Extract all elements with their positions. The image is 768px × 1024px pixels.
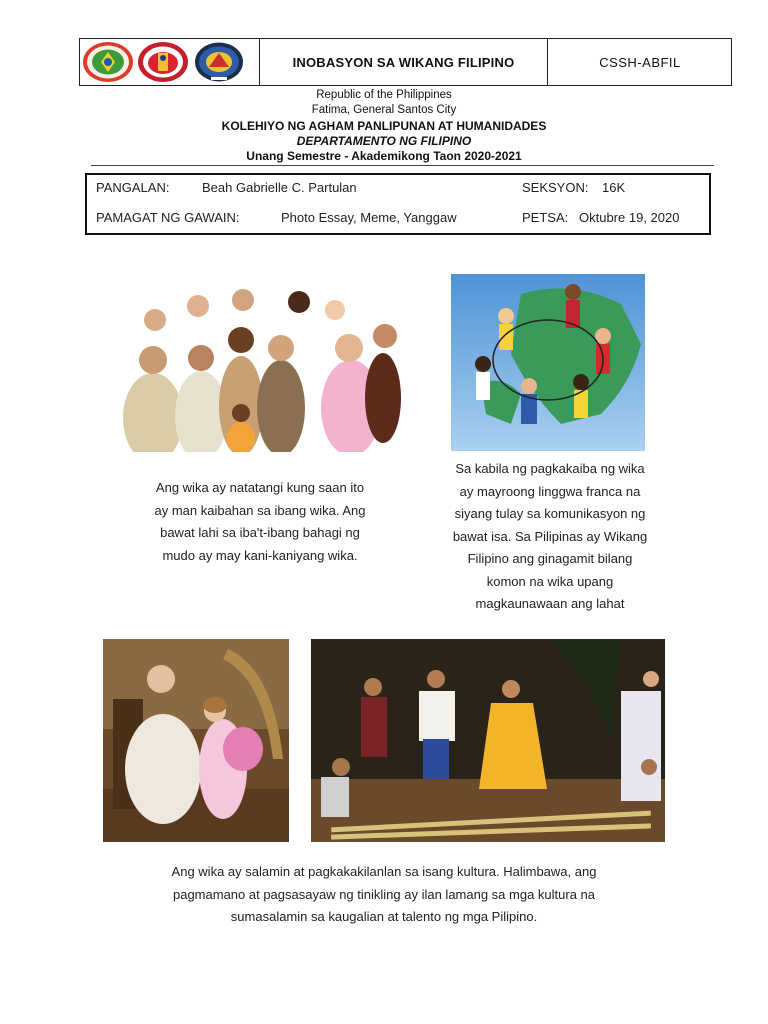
pagmamano-painting [103,639,289,842]
university-seal-logo [82,41,134,83]
location-line: Fatima, General Santos City [311,104,457,116]
task-value: Photo Essay, Meme, Yanggaw [281,210,457,225]
name-label: PANGALAN: [96,180,170,195]
caption-line: siyang tulay sa komunikasyon ng [454,506,646,521]
caption-line: sumasalamin sa kaugalian at talento ng mga Pilipino. [230,909,538,924]
date-value: Oktubre 19, 2020 [579,210,680,225]
section-value: 16K [602,180,626,195]
tinikling-dance-photo [311,639,665,842]
name-value: Beah Gabrielle C. Partulan [202,180,357,195]
caption-line: komon na wika upang [486,573,614,589]
caption-line: Ang wika ay natatangi kung saan ito [155,480,365,495]
semester-line: Unang Semestre - Akademikong Taon 2020-2021 [246,149,522,163]
caption-line: Filipino ang ginagamit bilang [467,551,633,566]
caption-line: mudo ay may kani-kaniyang wika. [162,547,358,563]
caption-line: pagmamano at pagsasayaw ng tinikling ay ilan lamang sa mga kultura na [172,886,596,902]
course-code: CSSH-ABFIL [599,54,681,70]
caption-line: Ang wika ay salamin at pagkakakilanlan sa isang kultura. Halimbawa, ang [171,864,597,879]
college-seal-logo [137,41,189,83]
section-label: SEKSYON: [522,180,589,195]
children-circle-map-illustration [451,274,645,451]
republic-line: Republic of the Philippines [316,89,452,101]
header-divider [91,165,714,166]
caption-lingua-franca [424,458,676,616]
caption-culture [84,861,684,929]
caption-diversity [125,477,395,567]
college-name: KOLEHIYO NG AGHAM PANLIPUNAN AT HUMANIDADES [221,119,547,133]
department-name: DEPARTAMENTO NG FILIPINO [296,134,472,148]
caption-line: bawat isa. Sa Pilipinas ay Wikang [452,528,648,544]
document-title: INOBASYON SA WIKANG FILIPINO [260,38,548,86]
caption-line: magkaunawaan ang lahat [475,596,625,611]
caption-line: bawat lahi sa iba't-ibang bahagi ng [160,525,360,540]
diverse-people-photo [113,288,405,452]
task-label: PAMAGAT NG GAWAIN: [96,210,240,225]
caption-line: Sa kabila ng pagkakaiba ng wika [455,461,645,476]
caption-line: ay mayroong linggwa franca na [459,483,641,499]
department-seal-logo [193,41,245,83]
caption-line: ay man kaibahan sa ibang wika. Ang [154,502,366,518]
date-label: PETSA: [522,210,569,225]
